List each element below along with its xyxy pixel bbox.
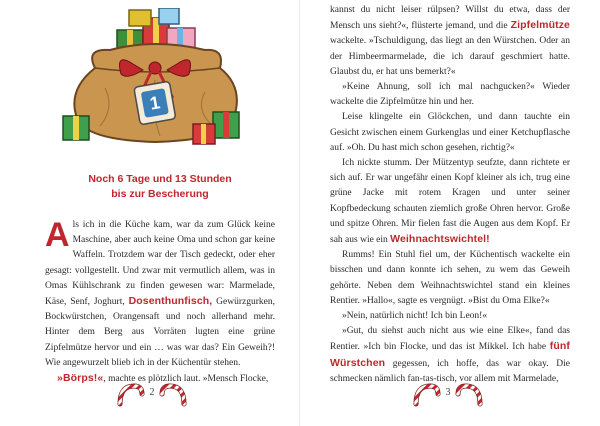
paragraph [330,3,570,80]
page-footer-left [112,378,192,414]
left-body-text [45,218,275,387]
text-run: Ich nickte stumm. Der Mützentyp seufzte, dann richtete er sich auf. Er war ungefähr einen Kopf kleiner als ich, trug eine grüne Jacke mit rotem Kragen und unter seiner Kopfbedeckung schauten ziemlich große Ohren hervor. Große und spitze Ohren. Mir fielen fast die Augen aus dem Kopf. Er sah aus wie ein [330,158,570,246]
paragraph [45,218,275,371]
text-run: , machte es plötzlich laut. »Mensch Flocke, [103,374,269,385]
sack-tag-number: 1 [148,92,162,114]
page-number: 3 [445,387,451,398]
countdown-line-2: bis zur Bescherung [111,188,209,200]
page-footer-right [408,378,488,414]
countdown-line-1: Noch 6 Tage und 13 Stunden [88,173,232,185]
text-run: kannst du nicht leiser rülpsen? Willst du etwa, dass der Mensch uns sieht?«, flüsterte jemand, und die [330,5,570,32]
text-run: »Nein, natürlich nicht! Ich bin Leon!« [342,311,488,322]
text-run: Gewürzgurken, Bockwürstchen, Orangensaft und noch allerhand mehr. Hinter dem Berg aus Vorräten lugten eine grüne Zipfelmütze hervor und ein … was war das? Ein Geweih?! Wie angewurzelt blieb ich in der Küchentür stehen. [45,297,275,368]
highlight-word: Dosenthunfisch, [128,295,213,308]
highlight-word: »Börps!« [57,372,104,385]
paragraph [330,110,570,156]
highlight-word: fünf Würstchen [330,340,570,369]
paragraph [330,80,570,110]
right-page [300,0,600,426]
text-run: Rumms! Ein Stuhl fiel um, der Küchentisch wackelte ein bisschen und dann konnte ich sehen, zu wem das Geweih gehörte. Neben dem Weihnachtswichtel stand ein kleines Rentier. »Hallo«, sagte es vergnügt. »Bist du Oma Elke?« [330,250,570,306]
right-body-text [330,3,570,387]
highlight-word: Weihnachtswichtel! [390,233,490,246]
paragraph [330,248,570,309]
text-run: Leise klingelte ein Glöckchen, und dann tauchte ein Gesicht zwischen einem Gurkenglas und einer Ketchupflasche auf. »Oh. Du hast mich schon gesehen, richtig?« [330,112,570,153]
page-number: 2 [149,387,155,398]
drop-cap: A [45,216,70,254]
text-run: »Keine Ahnung, soll ich mal nachgucken?« Wieder wackelte die Zipfelmütze hin und her. [330,82,570,108]
text-run: »Gut, du siehst auch nicht aus wie eine Elke«, fand das Rentier. »Ich bin Flocke, und das ist Mikkel. Ich habe [330,326,570,353]
text-run: gegessen, ich hoffe, das war okay. Die schmecken nämlich fan-tas-tisch, vor allem mit Marmelade, [330,358,570,384]
paragraph [330,156,570,248]
text-run: wackelte. »Tschuldigung, das liegt an den Würstchen. Oder an der Himbeermarmelade, die ich darauf geschmiert hatte. Glaubst du, er hat uns bemerkt?« [330,36,570,77]
text-run: ls ich in die Küche kam, war da zum Glück keine Maschine, aber auch keine Oma und schon gar keine Waffeln. Trotzdem war der Tisch gedeckt, oder eher gesagt: vollgestellt. Und zwar mit vermutlich allem, was in Omas Kühlschrank zu finden gewesen war: Marmelade, Käse, Senf, Joghurt, [45,220,275,308]
gift-sack-illustration [55,8,255,148]
highlight-word: Zipfelmütze [510,19,570,32]
countdown-heading [40,172,280,202]
paragraph [330,309,570,324]
